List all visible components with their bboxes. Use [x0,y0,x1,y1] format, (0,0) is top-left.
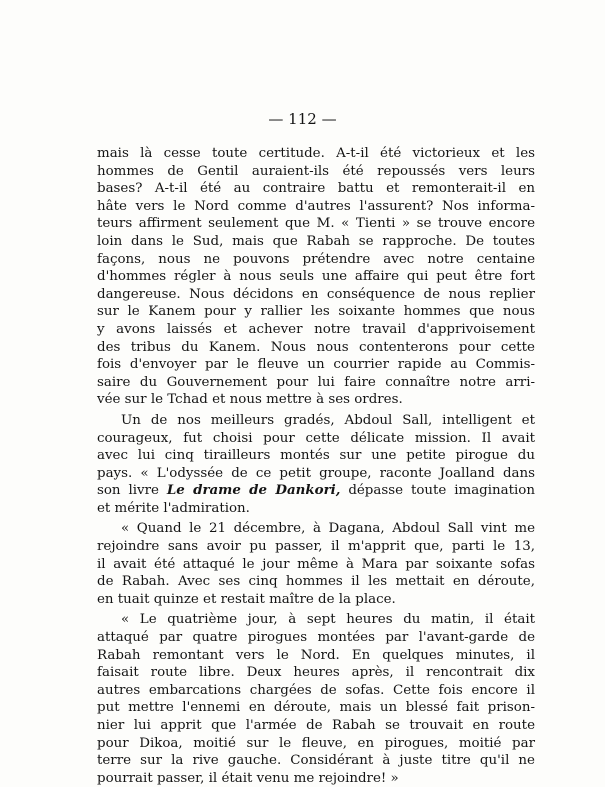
text-line: autres embarcations chargées de sofas. Cette fois encore il [97,682,535,698]
page-number: — 112 — [268,110,337,128]
text-line: vée sur le Tchad et nous mettre à ses ordres. [97,392,403,408]
book-title: Le drame de Dankori, [166,482,341,499]
text-line: Un de nos meilleurs gradés, Abdoul Sall, intelligent et [121,412,535,428]
text-line: faisait route libre. Deux heures après, il rencontrait dix [97,665,535,681]
text-fragment: son livre [97,483,167,499]
text-line: terre sur la rive gauche. Considérant à juste titre qu'il ne [97,753,535,769]
text-line: des tribus du Kanem. Nous nous contenterons pour cette [97,339,535,355]
text-line [97,482,535,500]
body-text [97,145,535,787]
text-line: loin dans le Sud, mais que Rabah se rapproche. De toutes [97,233,535,249]
text-line: sur le Kanem pour y rallier les soixante hommes que nous [97,304,535,320]
text-line: en tuait quinze et restait maître de la place. [97,591,396,607]
text-line: rejoindre sans avoir pu passer, il m'apprit que, parti le 13, [97,539,535,555]
text-line: teurs affirment seulement que M. « Tienti » se trouve encore [97,216,535,232]
text-line: mais là cesse toute certitude. A-t-il été victorieux et les [97,146,535,161]
text-line: courageux, fut choisi pour cette délicate mission. Il avait [97,430,535,446]
text-line: y avons laissés et achever notre travail d'apprivoisement [97,321,535,337]
text-line: hommes de Gentil auraient-ils été repoussés vers leurs [97,163,535,179]
text-line: put mettre l'ennemi en déroute, mais un blessé fait prison- [97,700,535,716]
paragraph-2 [97,412,535,518]
paragraph-1 [97,145,535,409]
text-line: pour Dikoa, moitié sur le fleuve, en pirogues, moitié par [97,735,535,751]
text-line: bases? A-t-il été au contraire battu et remonterait-il en [97,181,535,197]
text-line: attaqué par quatre pirogues montées par l'avant-garde de [97,630,535,646]
paragraph-4 [97,611,535,787]
paragraph-3 [97,520,535,608]
text-line: pays. « L'odyssée de ce petit groupe, raconte Joalland dans [97,465,535,481]
text-line: « Le quatrième jour, à sept heures du matin, il était [121,612,535,628]
text-line: de Rabah. Avec ses cinq hommes il les mettait en déroute, [97,574,535,590]
text-line: Rabah remontant vers le Nord. En quelques minutes, il [97,647,535,663]
text-line: nier lui apprit que l'armée de Rabah se trouvait en route [97,718,535,733]
text-line: dangereuse. Nous décidons en conséquence de nous replier [97,286,535,302]
text-line: saire du Gouvernement pour lui faire connaître notre arri- [97,374,535,390]
text-line: il avait été attaqué le jour même à Mara par soixante sofas [97,556,535,572]
text-line: pourrait passer, il était venu me rejoindre! » [97,770,399,786]
text-line: façons, nous ne pouvons prétendre avec notre centaine [97,251,535,267]
text-line: « Quand le 21 décembre, à Dagana, Abdoul Sall vint me [121,521,535,537]
text-line: hâte vers le Nord comme d'autres l'assurent? Nos informa- [97,198,535,214]
text-line: fois d'envoyer par le fleuve un courrier rapide au Commis- [97,357,535,373]
text-line: et mérite l'admiration. [97,500,250,516]
text-fragment: dépasse toute imagination [340,483,535,499]
text-line: avec lui cinq tirailleurs montés sur une petite pirogue du [97,448,535,464]
text-line: d'hommes régler à nous seuls une affaire qui peut être fort [97,269,535,285]
